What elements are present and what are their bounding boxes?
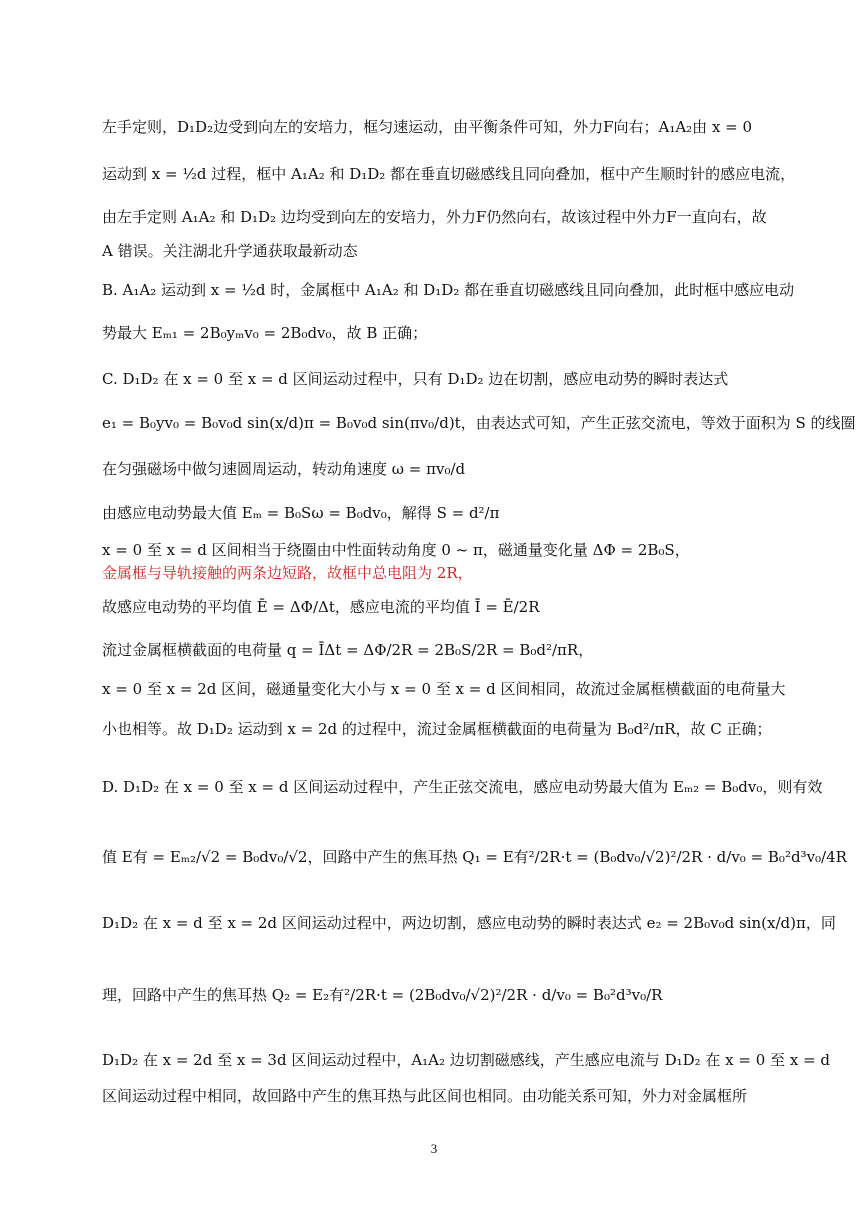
text-line: 由左手定则 A₁A₂ 和 D₁D₂ 边均受到向左的安培力，外力F仍然向右，故该过程中外力F一直向右，故: [102, 208, 767, 226]
text-line: 区间运动过程中相同，故回路中产生的焦耳热与此区间也相同。由功能关系可知，外力对金属框所: [102, 1087, 748, 1105]
page-number: 3: [430, 1141, 438, 1156]
text-line: 故感应电动势的平均值 Ē = ΔΦ/Δt，感应电流的平均值 Ī = Ē/2R: [102, 598, 540, 616]
text-line: e₁ = B₀yv₀ = B₀v₀d sin(x/d)π = B₀v₀d sin(πv₀/d)t，由表达式可知，产生正弦交流电，等效于面积为 S 的线圈: [102, 414, 856, 432]
text-line: 左手定则，D₁D₂边受到向左的安培力，框匀速运动，由平衡条件可知，外力F向右；A₁A₂由 x = 0: [102, 118, 753, 136]
text-line: 小也相等。故 D₁D₂ 运动到 x = 2d 的过程中，流过金属框横截面的电荷量为 B₀d²/πR，故 C 正确；: [102, 720, 772, 738]
text-line: 势最大 Eₘ₁ = 2B₀yₘv₀ = 2B₀dv₀，故 B 正确；: [102, 324, 428, 342]
text-line: D. D₁D₂ 在 x = 0 至 x = d 区间运动过程中，产生正弦交流电，感应电动势最大值为 Eₘ₂ = B₀dv₀，则有效: [102, 778, 823, 796]
text-line: 运动到 x = ½d 过程，框中 A₁A₂ 和 D₁D₂ 都在垂直切磁感线且同向叠加，框中产生顺时针的感应电流，: [102, 165, 796, 183]
text-line: 由感应电动势最大值 Eₘ = B₀Sω = B₀dv₀，解得 S = d²/π: [102, 504, 500, 522]
text-line: 理，回路中产生的焦耳热 Q₂ = E₂有²/2R·t = (2B₀dv₀/√2)²/2R · d/v₀ = B₀²d³v₀/R: [102, 986, 663, 1004]
highlighted-note: 金属框与导轨接触的两条边短路，故框中总电阻为 2R，: [102, 564, 473, 582]
text-line: C. D₁D₂ 在 x = 0 至 x = d 区间运动过程中，只有 D₁D₂ 边在切割，感应电动势的瞬时表达式: [102, 370, 729, 388]
text-line: 值 E有 = Eₘ₂/√2 = B₀dv₀/√2，回路中产生的焦耳热 Q₁ = E有²/2R·t = (B₀dv₀/√2)²/2R · d/v₀ = B₀²d³v₀/4R: [102, 848, 847, 866]
text-line: x = 0 至 x = d 区间相当于绕圈由中性面转动角度 0 ~ π，磁通量变化量 ΔΦ = 2B₀S，: [102, 541, 690, 559]
text-line: 流过金属框横截面的电荷量 q = ĪΔt = ΔΦ/2R = 2B₀S/2R = B₀d²/πR，: [102, 641, 594, 659]
text-line: B. A₁A₂ 运动到 x = ½d 时，金属框中 A₁A₂ 和 D₁D₂ 都在垂直切磁感线且同向叠加，此时框中感应电动: [102, 281, 795, 299]
text-line: D₁D₂ 在 x = d 至 x = 2d 区间运动过程中，两边切割，感应电动势的瞬时表达式 e₂ = 2B₀v₀d sin(x/d)π，同: [102, 914, 836, 932]
text-line: A 错误。关注湖北升学通获取最新动态: [102, 242, 358, 260]
text-line: D₁D₂ 在 x = 2d 至 x = 3d 区间运动过程中，A₁A₂ 边切割磁感线，产生感应电流与 D₁D₂ 在 x = 0 至 x = d: [102, 1051, 830, 1069]
text-line: x = 0 至 x = 2d 区间，磁通量变化大小与 x = 0 至 x = d 区间相同，故流过金属框横截面的电荷量大: [102, 680, 786, 698]
text-line: 在匀强磁场中做匀速圆周运动，转动角速度 ω = πv₀/d: [102, 460, 466, 478]
